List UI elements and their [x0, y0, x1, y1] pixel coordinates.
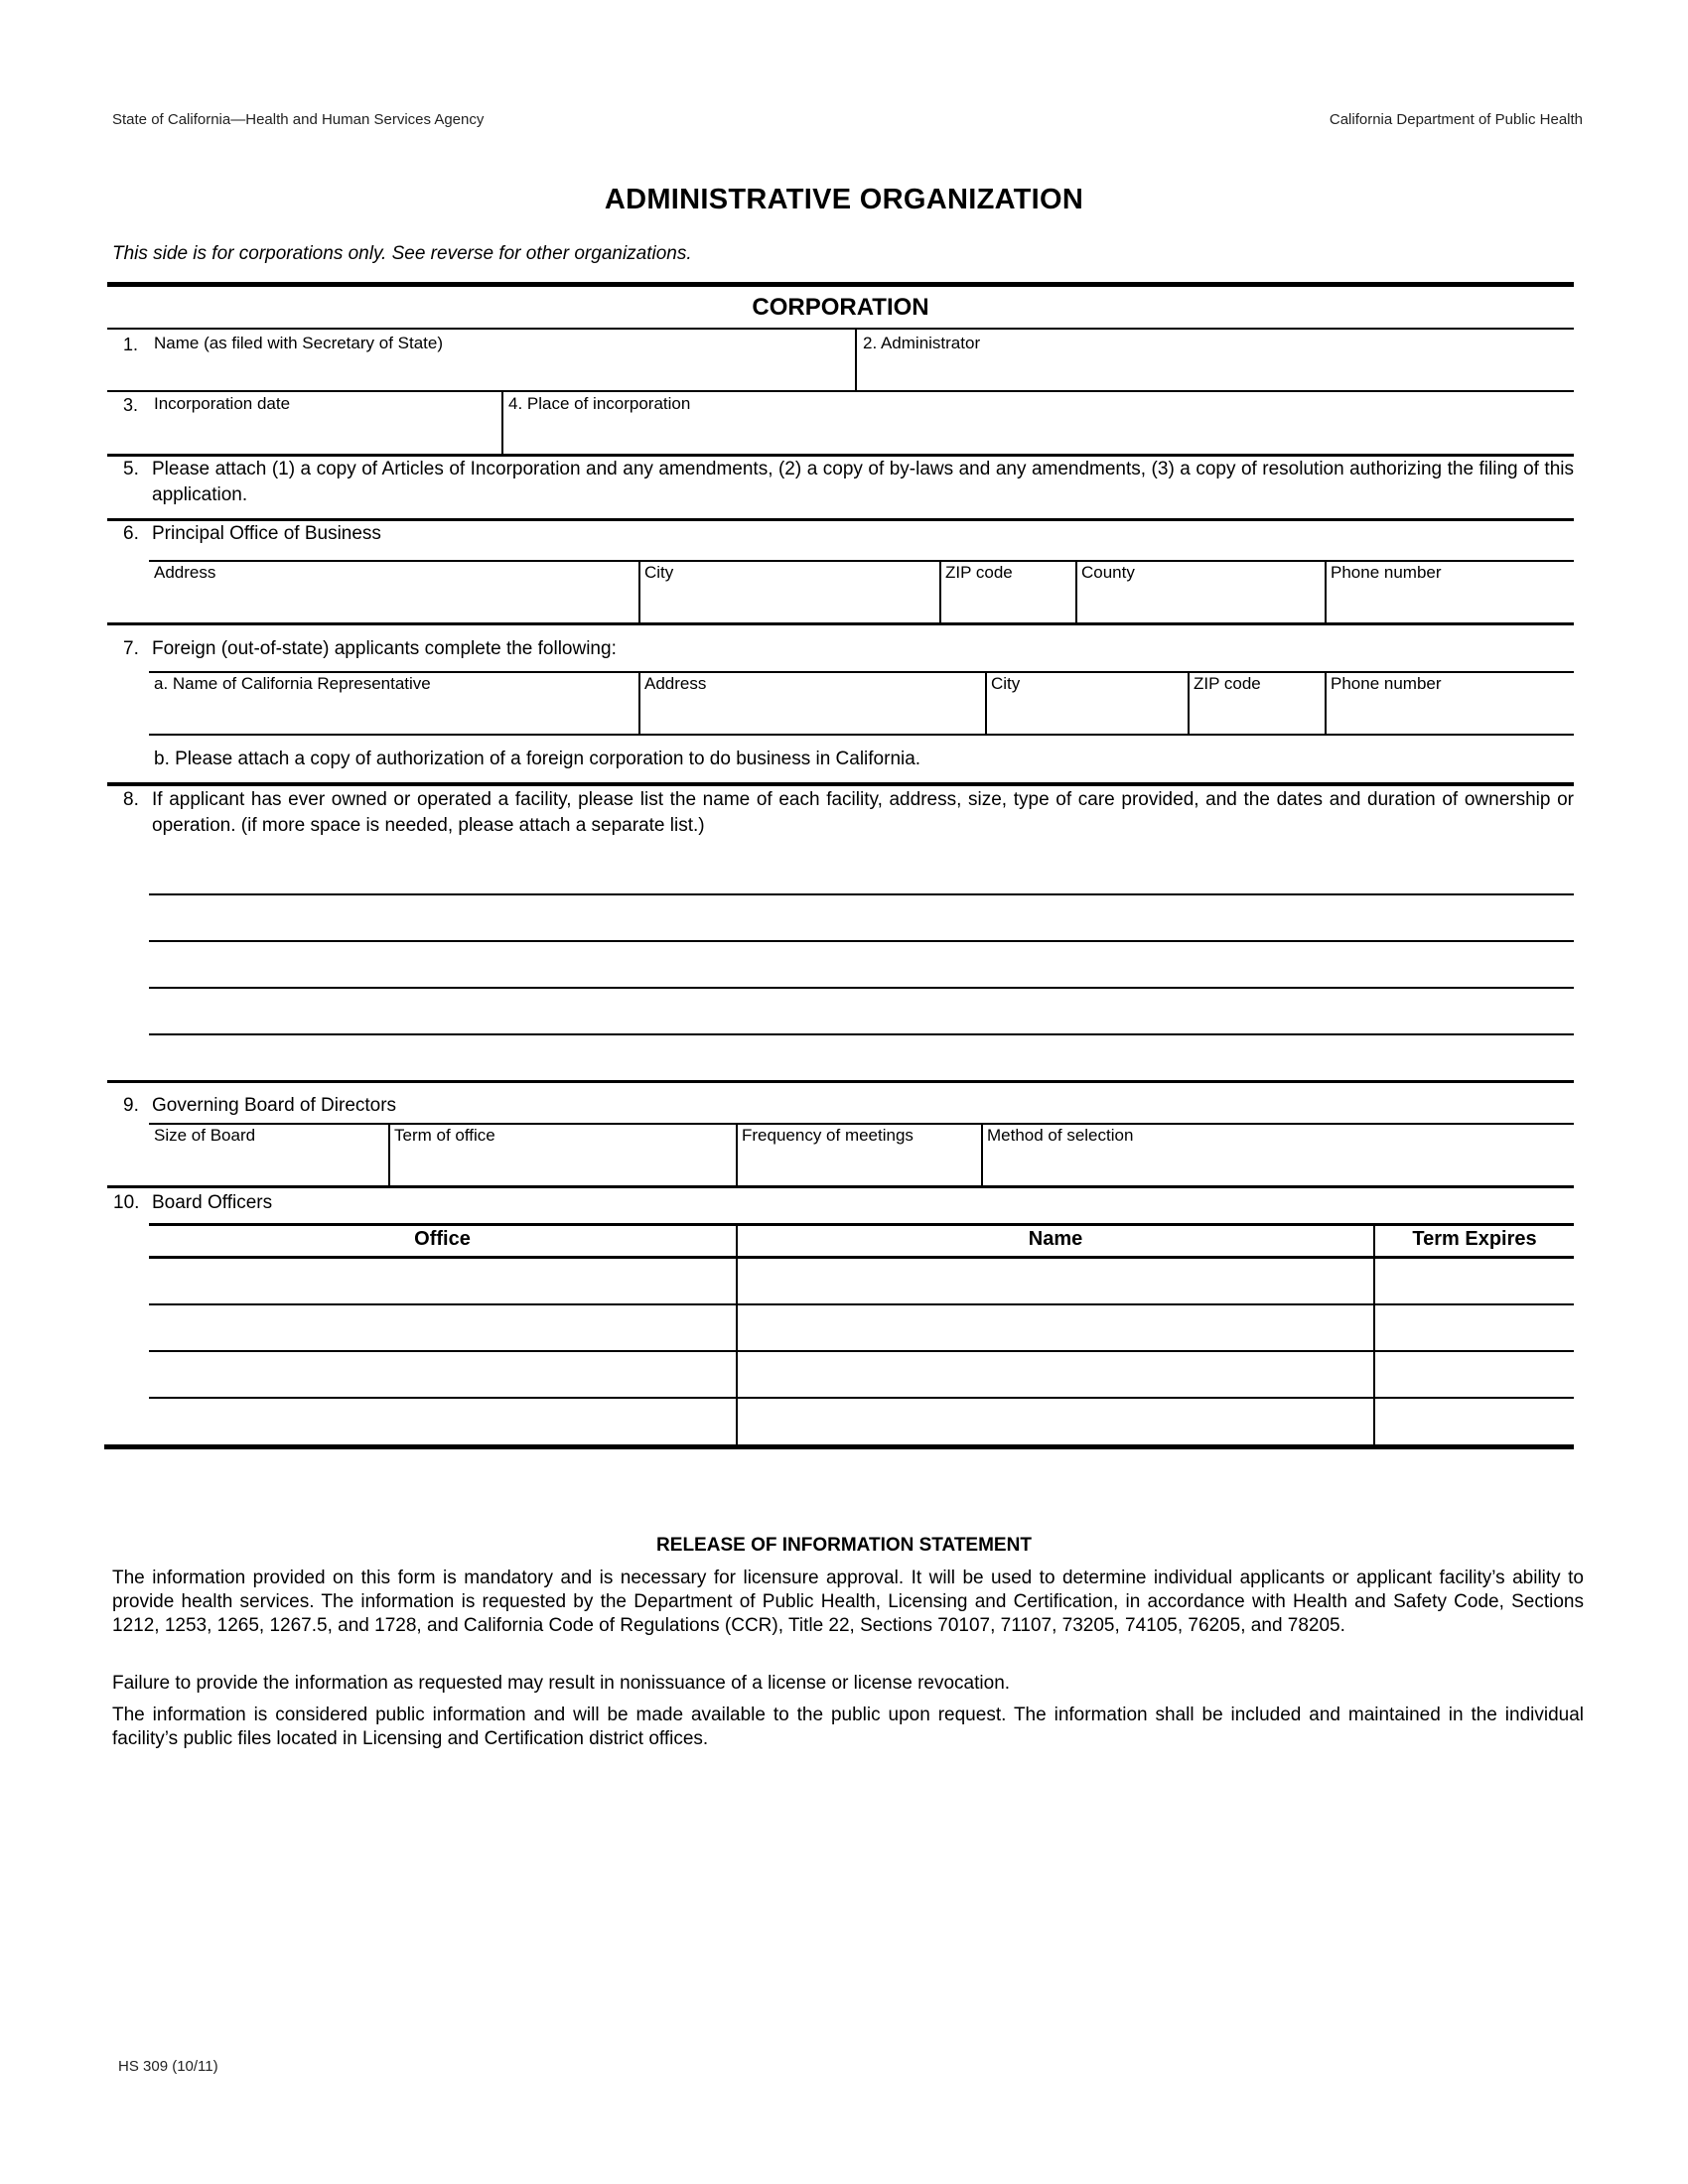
divider: [501, 391, 503, 454]
rep-address-field[interactable]: [642, 697, 982, 731]
q6-text: Principal Office of Business: [152, 523, 381, 544]
officer-4-name-field[interactable]: [740, 1399, 1371, 1442]
facility-line-1[interactable]: [149, 862, 1574, 891]
office-phone-field[interactable]: [1329, 586, 1571, 619]
officer-4-term-field[interactable]: [1377, 1399, 1572, 1442]
officer-2-term-field[interactable]: [1377, 1305, 1572, 1349]
office-column-header: Office: [414, 1228, 471, 1250]
rule: [149, 893, 1574, 895]
rule: [149, 987, 1574, 989]
rule: [149, 940, 1574, 942]
term-expires-column-header: Term Expires: [1412, 1228, 1537, 1250]
divider: [1075, 561, 1077, 623]
facility-line-3[interactable]: [149, 955, 1574, 985]
rule: [149, 1223, 1574, 1226]
q7-address-label: Address: [644, 674, 707, 693]
release-paragraph-3: The information is considered public information and will be made available to the public upon request. The information shall be included and maintained in the individual facility’s public files located in Licensing and Certification district offices.: [112, 1705, 1584, 1749]
page-title: ADMINISTRATIVE ORGANIZATION: [604, 184, 1084, 215]
agency-header: State of California—Health and Human Services Agency: [112, 111, 485, 128]
rule: [107, 622, 1574, 625]
term-of-office-field[interactable]: [392, 1149, 733, 1182]
divider: [736, 1124, 738, 1186]
q6-phone-label: Phone number: [1331, 563, 1442, 582]
divider: [1325, 561, 1327, 623]
form-number: HS 309 (10/11): [118, 2058, 218, 2075]
q6-county-label: County: [1081, 563, 1135, 582]
q9-text: Governing Board of Directors: [152, 1095, 397, 1116]
incorporation-date-field[interactable]: [149, 418, 496, 450]
q6-address-label: Address: [154, 563, 216, 582]
q9-method-label: Method of selection: [987, 1126, 1134, 1145]
q8-number: 8.: [123, 789, 139, 810]
divider: [638, 672, 640, 735]
q7-text: Foreign (out-of-state) applicants complete the following:: [152, 638, 617, 659]
office-zip-field[interactable]: [943, 586, 1072, 619]
officer-4-office-field[interactable]: [149, 1399, 734, 1442]
rule: [149, 734, 1574, 736]
rule: [107, 1080, 1574, 1083]
officer-3-name-field[interactable]: [740, 1352, 1371, 1396]
q1-label: Name (as filed with Secretary of State): [154, 334, 444, 352]
q5-text: Please attach (1) a copy of Articles of Incorporation and any amendments, (2) a copy of by-laws and any amendments, (3) a copy of resolution authorizing the filing of this application.: [152, 459, 1574, 505]
officer-1-name-field[interactable]: [740, 1259, 1371, 1302]
section-title: CORPORATION: [752, 294, 929, 321]
q2-label: 2. Administrator: [863, 334, 981, 352]
q4-label: 4. Place of incorporation: [508, 394, 691, 413]
rule: [107, 328, 1574, 330]
divider: [981, 1124, 983, 1186]
rep-city-field[interactable]: [989, 697, 1185, 731]
department-header: California Department of Public Health: [1329, 111, 1583, 128]
section-bottom-rule: [104, 1444, 1574, 1449]
q3-label: Incorporation date: [154, 394, 291, 413]
rule: [107, 390, 1574, 392]
rule: [149, 1123, 1574, 1125]
divider: [855, 329, 857, 391]
officer-1-term-field[interactable]: [1377, 1259, 1572, 1302]
release-paragraph-1: The information provided on this form is mandatory and is necessary for licensure approval. It will be used to determine individual applicants or applicant facility’s ability to provide health services. The information is requested by the Department of Public Health, Licensing and Certification, in accordance with Health and Safety Code, Sections 1212, 1253, 1265, 1267.5, and 1728, and California Code of Regulations (CCR), Title 22, Sections 70107, 71107, 73205, 74105, 76205, and 78205.: [112, 1568, 1584, 1636]
release-paragraph-2: Failure to provide the information as requested may result in nonissuance of a license or license revocation.: [112, 1673, 1011, 1694]
section-top-rule: [107, 282, 1574, 287]
q9-freq-label: Frequency of meetings: [742, 1126, 914, 1145]
q7-b-text: b. Please attach a copy of authorization of a foreign corporation to do business in California.: [154, 749, 921, 769]
divider: [1188, 672, 1190, 735]
rule: [149, 560, 1574, 562]
rule: [149, 1033, 1574, 1035]
q10-number: 10.: [113, 1192, 140, 1213]
rule: [107, 1185, 1574, 1188]
rule: [107, 782, 1574, 786]
q9-term-label: Term of office: [394, 1126, 495, 1145]
rep-zip-field[interactable]: [1192, 697, 1322, 731]
divider: [1325, 672, 1327, 735]
q10-text: Board Officers: [152, 1192, 273, 1213]
q9-size-label: Size of Board: [154, 1126, 256, 1145]
board-size-field[interactable]: [149, 1149, 385, 1182]
office-address-field[interactable]: [149, 586, 635, 619]
divider: [985, 672, 987, 735]
q1-number: 1.: [123, 335, 139, 354]
q6-number: 6.: [123, 523, 139, 544]
q6-zip-label: ZIP code: [945, 563, 1013, 582]
q7-number: 7.: [123, 638, 139, 659]
q7-phone-label: Phone number: [1331, 674, 1442, 693]
selection-method-field[interactable]: [985, 1149, 1571, 1182]
officer-2-office-field[interactable]: [149, 1305, 734, 1349]
divider: [388, 1124, 390, 1186]
officer-3-term-field[interactable]: [1377, 1352, 1572, 1396]
rule: [149, 671, 1574, 673]
officer-1-office-field[interactable]: [149, 1259, 734, 1302]
corporation-name-field[interactable]: [149, 357, 854, 389]
office-city-field[interactable]: [642, 586, 936, 619]
officer-3-office-field[interactable]: [149, 1352, 734, 1396]
meeting-frequency-field[interactable]: [740, 1149, 978, 1182]
release-title: RELEASE OF INFORMATION STATEMENT: [656, 1535, 1032, 1556]
rep-name-field[interactable]: [149, 697, 635, 731]
place-of-incorporation-field[interactable]: [506, 418, 1569, 450]
q3-number: 3.: [123, 395, 139, 415]
q7-city-label: City: [991, 674, 1021, 693]
administrator-field[interactable]: [860, 357, 1570, 389]
rep-phone-field[interactable]: [1329, 697, 1571, 731]
q9-number: 9.: [123, 1095, 139, 1116]
officer-2-name-field[interactable]: [740, 1305, 1371, 1349]
facility-line-2[interactable]: [149, 908, 1574, 938]
name-column-header: Name: [1028, 1228, 1083, 1250]
page-subtitle: This side is for corporations only. See reverse for other organizations.: [112, 243, 692, 264]
q7-zip-label: ZIP code: [1194, 674, 1261, 693]
q6-city-label: City: [644, 563, 674, 582]
q5-number: 5.: [123, 459, 139, 479]
office-county-field[interactable]: [1079, 586, 1322, 619]
divider: [939, 561, 941, 623]
divider: [638, 561, 640, 623]
facility-line-4[interactable]: [149, 1002, 1574, 1031]
q7-rep-label: a. Name of California Representative: [154, 674, 431, 693]
q8-text: If applicant has ever owned or operated a facility, please list the name of each facility, address, size, type of care provided, and the dates and duration of ownership or operation. (if more space is needed, please attach a separate list.): [152, 789, 1574, 836]
